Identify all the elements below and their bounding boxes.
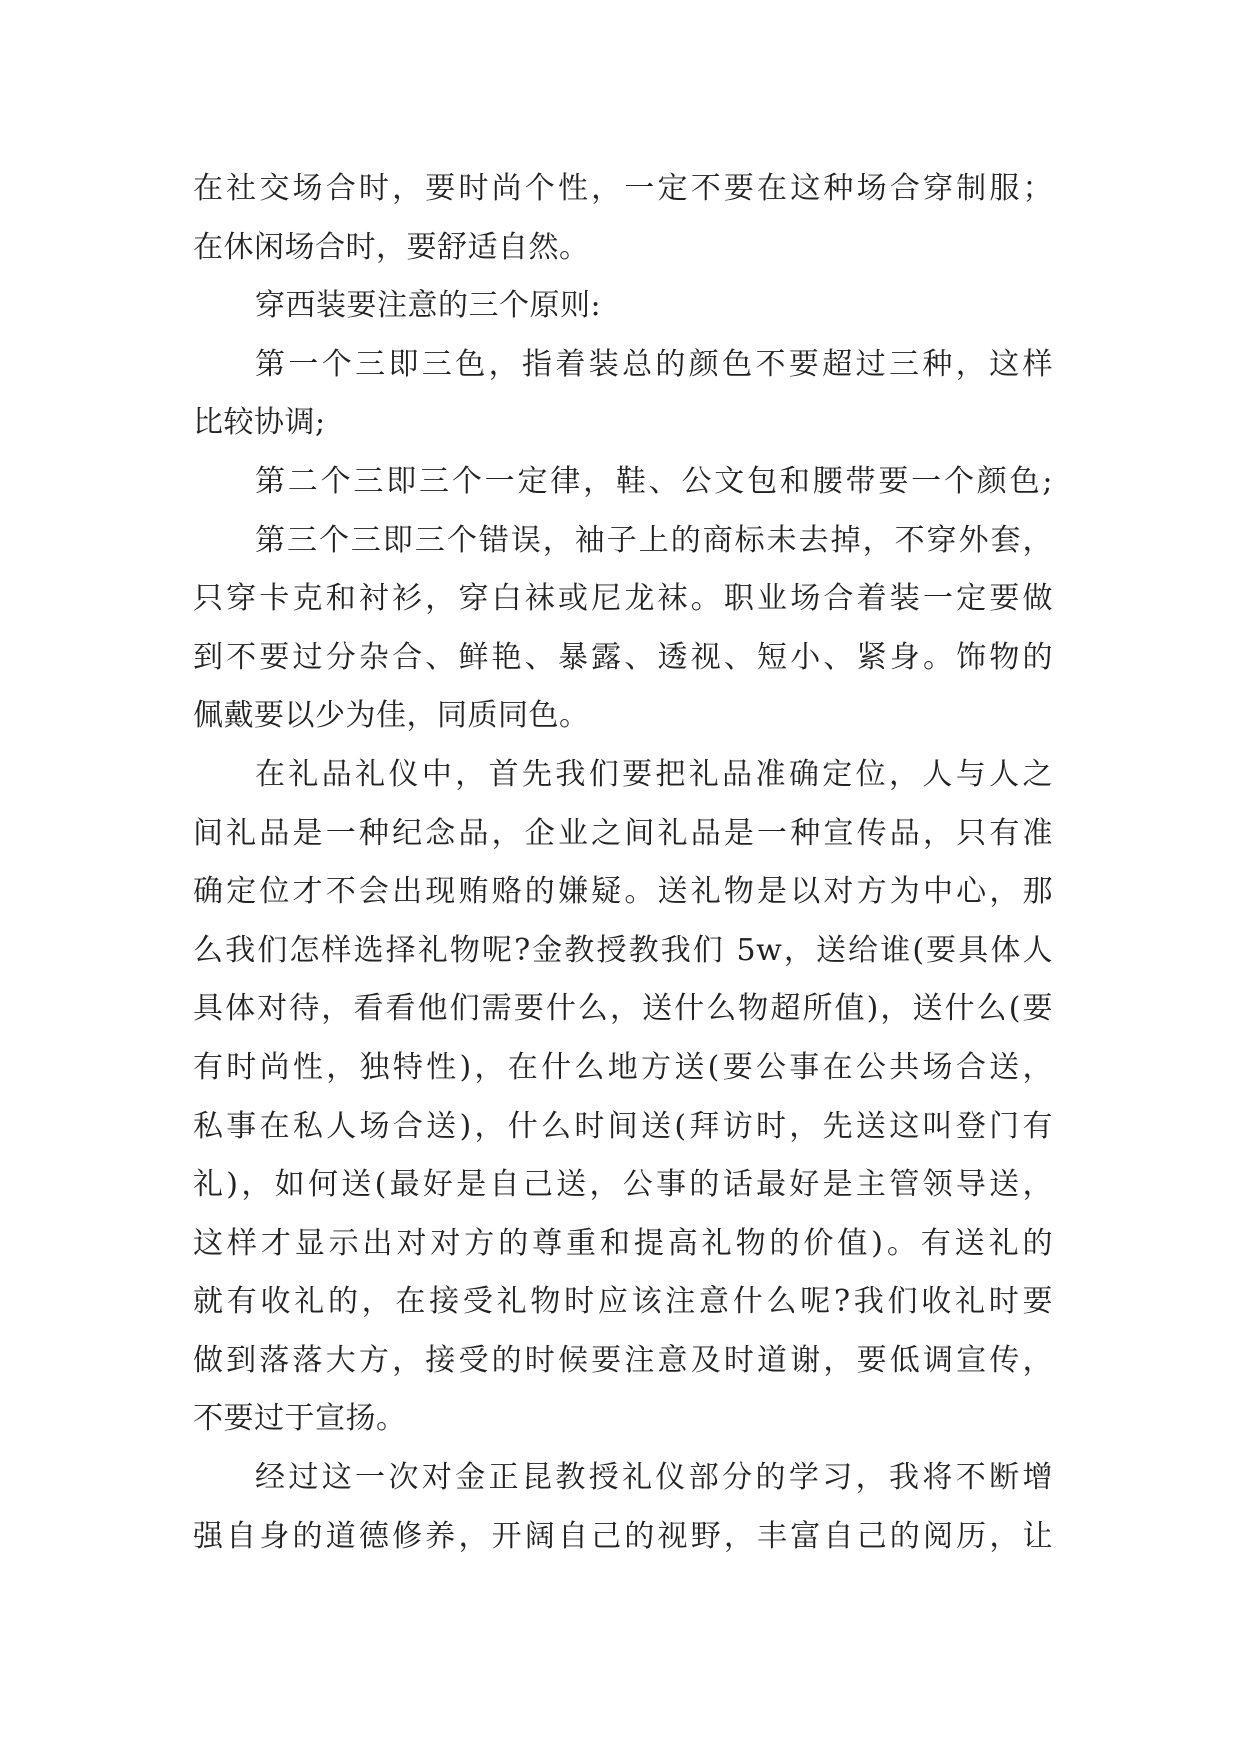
text-line: 么我们怎样选择礼物呢?金教授教我们 5w，送给谁(要具体人 (193, 932, 1053, 968)
text-line: 具体对待，看看他们需要什么，送什么物超所值)，送什么(要 (193, 991, 1053, 1027)
text-line: 私事在私人场合送)，什么时间送(拜访时，先送这叫登门有 (193, 1108, 1053, 1144)
text-line: 这样才显示出对对方的尊重和提高礼物的价值)。有送礼的 (193, 1225, 1053, 1261)
text-line: 经过这一次对金正昆教授礼仪部分的学习，我将不断增 (255, 1460, 1053, 1496)
text-line: 间礼品是一种纪念品，企业之间礼品是一种宣传品，只有准 (193, 815, 1053, 851)
text-line: 到不要过分杂合、鲜艳、暴露、透视、短小、紧身。饰物的 (193, 639, 1053, 675)
text-line: 做到落落大方，接受的时候要注意及时道谢，要低调宣传， (193, 1342, 1053, 1378)
text-line: 只穿卡克和衬衫，穿白袜或尼龙袜。职业场合着装一定要做 (193, 581, 1053, 617)
text-line: 有时尚性，独特性)，在什么地方送(要公事在公共场合送， (193, 1049, 1053, 1085)
text-line: 在社交场合时，要时尚个性，一定不要在这种场合穿制服； (193, 171, 1053, 206)
body-text (193, 160, 1053, 1566)
text-line: 礼)，如何送(最好是自己送，公事的话最好是主管领导送， (193, 1167, 1053, 1203)
text-line: 就有收礼的，在接受礼物时应该注意什么呢?我们收礼时要 (193, 1284, 1053, 1320)
text-line: 在休闲场合时，要舒适自然。 (193, 229, 590, 265)
text-line: 强自身的道德修养，开阔自己的视野，丰富自己的阅历，让 (193, 1518, 1053, 1554)
text-line: 确定位才不会出现贿赂的嫌疑。送礼物是以对方为中心，那 (193, 874, 1053, 910)
text-line: 穿西装要注意的三个原则: (255, 288, 602, 324)
text-line: 第二个三即三个一定律，鞋、公文包和腰带要一个颜色; (255, 463, 1053, 499)
text-line: 比较协调; (193, 405, 326, 441)
text-line: 在礼品礼仪中，首先我们要把礼品准确定位，人与人之 (255, 756, 1053, 792)
text-line: 第一个三即三色，指着装总的颜色不要超过三种，这样 (255, 346, 1053, 382)
text-line: 第三个三即三个错误，袖子上的商标未去掉，不穿外套， (255, 522, 1053, 558)
text-line: 不要过于宣扬。 (193, 1401, 407, 1437)
text-line: 佩戴要以少为佳，同质同色。 (193, 698, 590, 734)
